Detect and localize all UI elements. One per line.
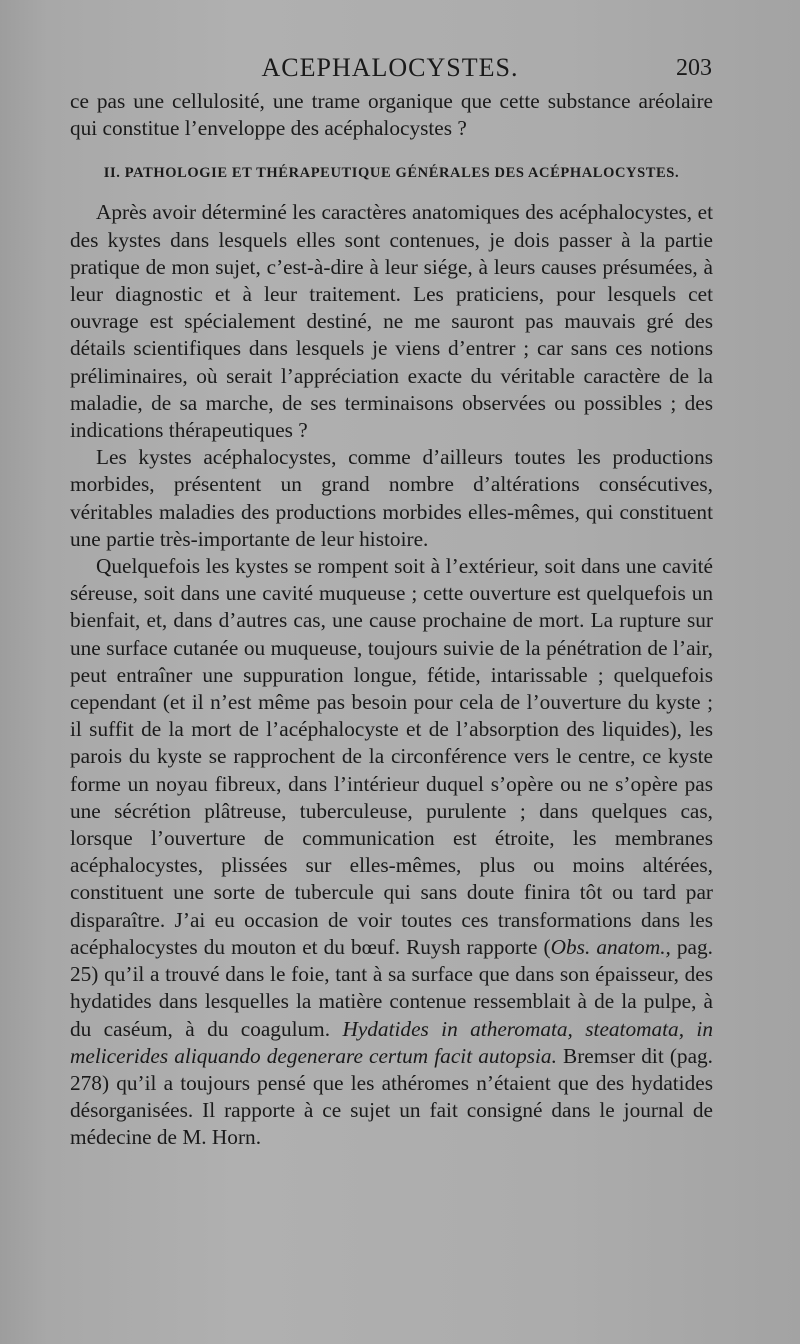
- page-header: [68, 52, 712, 84]
- paragraph-text: pag. 25) qu’il a trouvé dans le foie, tant à sa surface que dans son épaisseur, des hydatides dans lesquelles la matière contenue ressemblait à de la pulpe, à du caséum, à du coagulum.: [70, 934, 713, 1041]
- section-heading: II. PATHOLOGIE ET THÉRAPEUTIQUE GÉNÉRALES DES ACÉPHALOCYSTES.: [103, 165, 680, 182]
- latin-quote: Hydatides in atheromata, steatomata, in melicerides aliquando degenerare certum facit autopsia.: [70, 1016, 713, 1068]
- paragraph-continuation: ce pas une cellulosité, une trame organique que cette substance aréolaire qui constitue l’enveloppe des acéphalocystes ?: [70, 89, 713, 141]
- paragraph: [70, 553, 713, 1151]
- paragraph-text: Quelquefois les kystes se rompent soit à l’extérieur, soit dans une cavité séreuse, soit dans une cavité muqueuse ; cette ouverture est quelquefois un bienfait, et, dans d’autres cas, une cause prochaine de mort. La rupture sur une surface cutanée ou muqueuse, toujours suivie de la pénétration de l’air, peut entraîner une suppuration longue, fétide, intarissable ; quelquefois cependant (et il n’est même pas besoin pour cela de l’ouverture du kyste ; il suffit de la mort de l’acéphalocyste et de l’absorption des liquides), les parois du kyste se rapprochent de la circonférence vers le centre, ce kyste forme un noyau fibreux, dans l’intérieur duquel s’opère ou ne s’opère pas une sécrétion plâtreuse, tuberculeuse, purulente ; dans quelques cas, lorsque l’ouverture de communication est étroite, les membranes acéphalocystes, plissées sur elles-mêmes, plus ou moins altérées, constituent une sorte de tubercule qui sans doute finira tôt ou tard par disparaître. J’ai eu occasion de voir toutes ces transformations dans les acéphalocystes du mouton et du bœuf. Ruysh rapporte (: [70, 554, 713, 959]
- paragraph-text: Bremser dit (pag. 278) qu’il a toujours pensé que les athéromes n’étaient que des hydatides désorganisées. Il rapporte à ce sujet un fait consigné dans le journal de médecine de M. Horn.: [70, 1043, 713, 1150]
- running-title: ACEPHALOCYSTES.: [261, 53, 519, 82]
- body-text: [70, 88, 713, 1152]
- paragraph: Après avoir déterminé les caractères anatomiques des acéphalocystes, et des kystes dans lesquels elles sont contenues, je dois passer à la partie pratique de mon sujet, c’est-à-dire à leur siége, à leurs causes présumées, à leur diagnostic et à leur traitement. Les praticiens, pour lesquels cet ouvrage est spécialement destiné, ne me sauront pas mauvais gré des détails scientifiques dans lesquels je viens d’entrer ; car sans ces notions préliminaires, où serait l’appréciation exacte du véritable caractère de la maladie, de sa marche, de ses terminaisons observées ou possibles ; des indications thérapeutiques ?: [70, 200, 713, 443]
- page-number: 203: [676, 55, 712, 81]
- citation-italic: Obs. anatom.,: [550, 934, 671, 959]
- paragraph: Les kystes acéphalocystes, comme d’ailleurs toutes les productions morbides, présentent un grand nombre d’altérations consécutives, véritables maladies des productions morbides elles-mêmes, qui constituent une partie très-importante de leur histoire.: [70, 445, 713, 551]
